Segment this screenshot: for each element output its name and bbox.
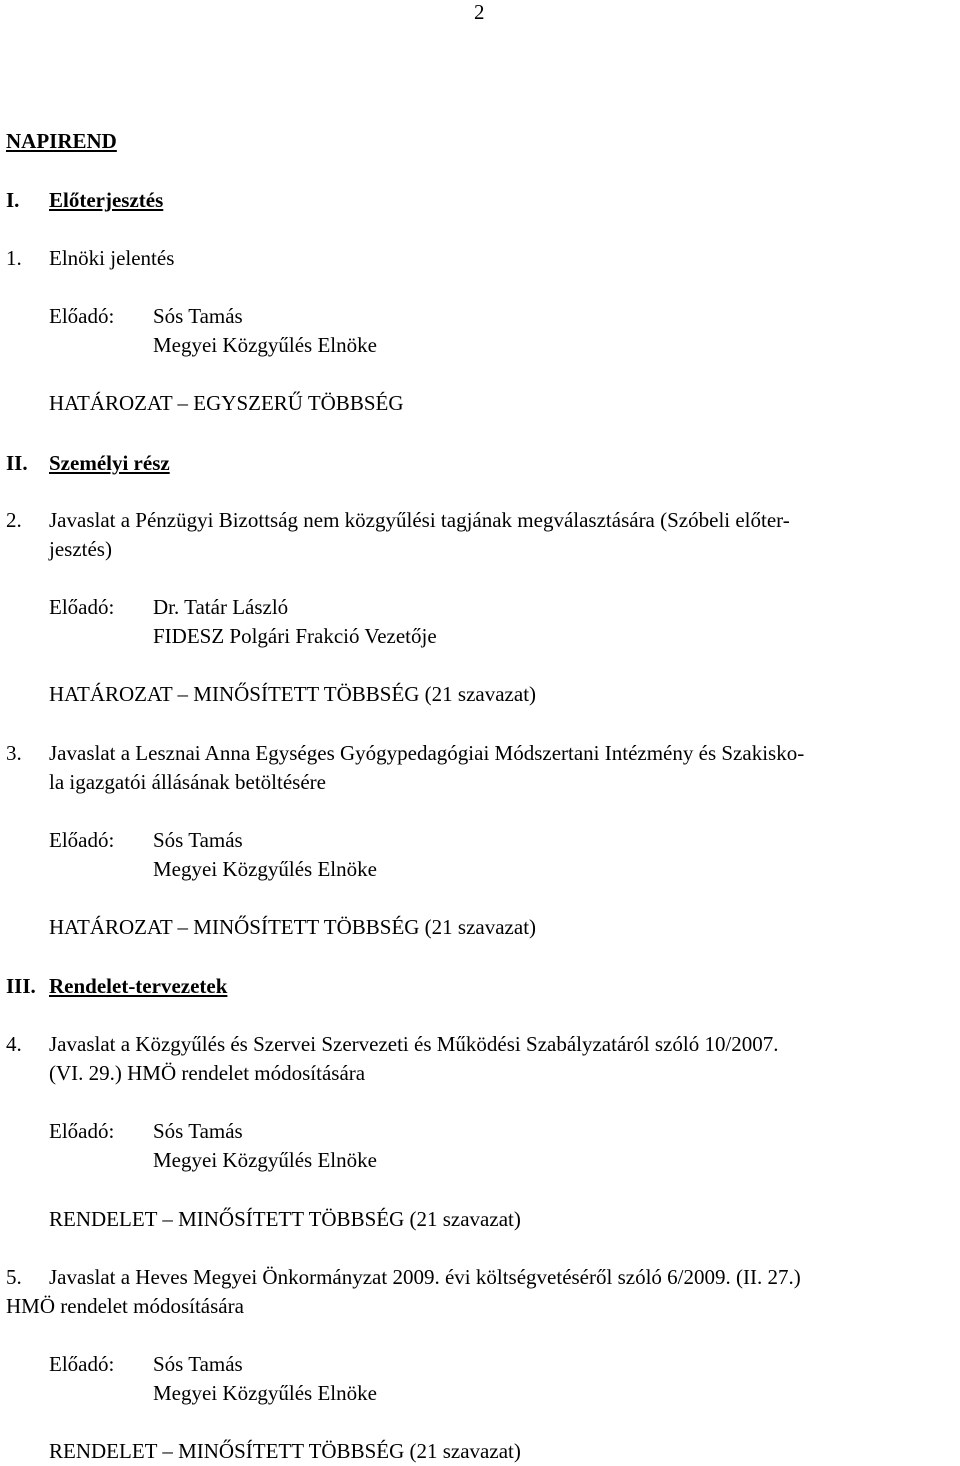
section-numeral: I. (6, 188, 20, 212)
presenter-role: FIDESZ Polgári Frakció Vezetője (153, 624, 437, 648)
item-number: 2. (6, 508, 22, 532)
item-title-line-1: Javaslat a Pénzügyi Bizottság nem közgyűlési tagjának megválasztására (Szóbeli előter- (49, 508, 790, 532)
section-title: Előterjesztés (49, 188, 164, 212)
item-title-line-1: Javaslat a Heves Megyei Önkormányzat 2009. évi költségvetéséről szóló 6/2009. (II. 27.) (49, 1265, 801, 1289)
presenter-role: Megyei Közgyűlés Elnöke (153, 1381, 377, 1405)
presenter-name: Sós Tamás (153, 304, 243, 328)
presenter-name: Sós Tamás (153, 1352, 243, 1376)
presenter-role: Megyei Közgyűlés Elnöke (153, 857, 377, 881)
item-number: 5. (6, 1265, 22, 1289)
presenter-label: Előadó: (49, 304, 115, 328)
presenter-role: Megyei Közgyűlés Elnöke (153, 333, 377, 357)
decision-type: HATÁROZAT – MINŐSÍTETT TÖBBSÉG (21 szavazat) (49, 682, 537, 706)
decision-type: RENDELET – MINŐSÍTETT TÖBBSÉG (21 szavazat) (49, 1439, 521, 1463)
section-numeral: III. (6, 974, 36, 998)
item-title: Elnöki jelentés (49, 246, 175, 270)
decision-type: RENDELET – MINŐSÍTETT TÖBBSÉG (21 szavazat) (49, 1207, 521, 1231)
presenter-label: Előadó: (49, 595, 115, 619)
decision-type: HATÁROZAT – EGYSZERŰ TÖBBSÉG (49, 391, 404, 415)
item-number: 4. (6, 1032, 22, 1056)
presenter-role: Megyei Közgyűlés Elnöke (153, 1148, 377, 1172)
agenda-title: NAPIREND (6, 129, 117, 153)
page-number: 2 (474, 0, 485, 24)
section-title: Személyi rész (49, 451, 170, 475)
presenter-name: Dr. Tatár László (153, 595, 289, 619)
item-title-line-1: Javaslat a Lesznai Anna Egységes Gyógypedagógiai Módszertani Intézmény és Szakisko- (49, 741, 805, 765)
item-number: 1. (6, 246, 22, 270)
item-number: 3. (6, 741, 22, 765)
item-title-line-2: la igazgatói állásának betöltésére (49, 770, 326, 794)
presenter-label: Előadó: (49, 1119, 115, 1143)
presenter-name: Sós Tamás (153, 1119, 243, 1143)
item-title-line-2: jesztés) (49, 537, 112, 561)
section-title: Rendelet-tervezetek (49, 974, 228, 998)
presenter-label: Előadó: (49, 828, 115, 852)
section-numeral: II. (6, 451, 28, 475)
presenter-label: Előadó: (49, 1352, 115, 1376)
item-title-line-2: (VI. 29.) HMÖ rendelet módosítására (49, 1061, 366, 1085)
item-title-line-2: HMÖ rendelet módosítására (6, 1294, 244, 1318)
presenter-name: Sós Tamás (153, 828, 243, 852)
item-title-line-1: Javaslat a Közgyűlés és Szervei Szervezeti és Működési Szabályzatáról szóló 10/2007. (49, 1032, 779, 1056)
decision-type: HATÁROZAT – MINŐSÍTETT TÖBBSÉG (21 szavazat) (49, 915, 537, 939)
